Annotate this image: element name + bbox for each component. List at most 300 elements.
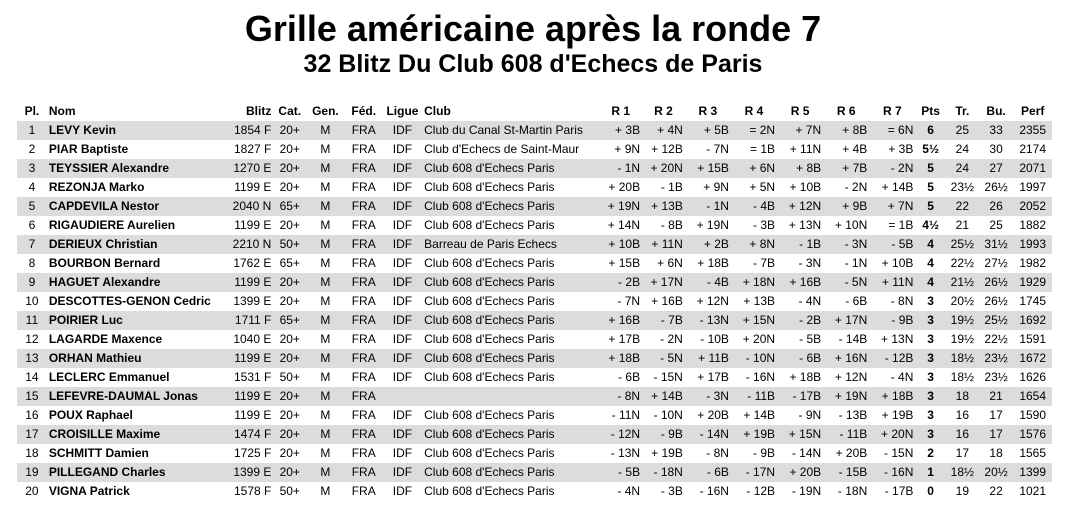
- col-blitz: 1199 E: [234, 408, 272, 422]
- col-blitz: 1578 F: [234, 484, 272, 498]
- col-federation: FRA: [345, 387, 383, 406]
- col-blitz: 1199 E: [216, 349, 273, 368]
- col-points: 5: [915, 159, 945, 178]
- col-category: 20+: [279, 332, 300, 346]
- header-league: Ligue: [386, 104, 419, 118]
- col-federation: FRA: [345, 159, 383, 178]
- col-round-6: - 2N: [844, 180, 868, 194]
- col-tiebreak-tr: 16: [946, 425, 979, 444]
- col-round-3: - 3N: [685, 387, 731, 406]
- col-round-7: = 1B: [888, 218, 914, 232]
- header-club: Club: [424, 104, 451, 118]
- col-tiebreak-bu: 23½: [984, 370, 1008, 384]
- col-tiebreak-bu: 25½: [979, 311, 1014, 330]
- col-round-6: + 17N: [823, 311, 869, 330]
- col-round-7: + 11N: [869, 273, 915, 292]
- col-round-7: + 19B: [881, 408, 914, 422]
- col-gender: M: [306, 349, 344, 368]
- col-performance: 1929: [1013, 273, 1052, 292]
- col-tiebreak-bu: 21: [979, 387, 1014, 406]
- col-round-1: + 19N: [599, 197, 642, 216]
- col-league: IDF: [392, 256, 413, 270]
- header-performance: Perf: [1021, 104, 1045, 118]
- col-round-6: + 20B: [835, 446, 868, 460]
- col-name: LECLERC Emmanuel: [48, 370, 170, 384]
- col-round-7: - 12B: [869, 349, 915, 368]
- col-round-7: - 5B: [869, 235, 915, 254]
- col-club: Club 608 d'Echecs Paris: [424, 446, 555, 460]
- col-round-4: - 17N: [731, 463, 777, 482]
- col-round-4: - 12B: [746, 484, 776, 498]
- standings-table: [17, 101, 1052, 501]
- col-blitz: 1725 F: [234, 446, 272, 460]
- col-blitz: 1762 E: [233, 256, 272, 270]
- col-round-5: - 6B: [777, 349, 823, 368]
- col-tiebreak-tr: 25: [946, 121, 979, 140]
- col-gender: M: [306, 425, 344, 444]
- col-round-2: - 2N: [660, 332, 683, 346]
- col-round-2: + 20N: [642, 159, 685, 178]
- col-round-5: + 18B: [789, 370, 822, 384]
- col-round-1: - 1N: [599, 159, 642, 178]
- col-club: Club 608 d'Echecs Paris: [424, 294, 555, 308]
- col-round-3: + 18B: [697, 256, 729, 270]
- col-blitz: 1711 F: [216, 311, 273, 330]
- col-league: [383, 387, 422, 406]
- col-gender: M: [306, 197, 344, 216]
- col-round-6: + 7B: [823, 159, 869, 178]
- col-round-2: + 16B: [651, 294, 683, 308]
- col-category: 50+: [279, 484, 300, 498]
- col-round-5: - 19N: [791, 484, 822, 498]
- col-round-7: + 14B: [881, 180, 914, 194]
- col-category: 20+: [279, 180, 300, 194]
- col-category: 20+: [279, 142, 300, 156]
- col-blitz: 1399 E: [233, 294, 272, 308]
- col-round-7: - 15N: [884, 446, 914, 460]
- col-name: PIAR Baptiste: [48, 142, 129, 156]
- col-points: 5: [915, 197, 945, 216]
- page-title: Grille américaine après la ronde 7: [244, 8, 822, 49]
- table-row: [17, 311, 1052, 330]
- col-gender: M: [320, 332, 331, 346]
- col-league: IDF: [392, 180, 413, 194]
- col-round-1: - 6B: [618, 370, 641, 384]
- col-category: 20+: [273, 273, 306, 292]
- col-name: HAGUET Alexandre: [47, 273, 216, 292]
- col-round-4: + 18N: [731, 273, 777, 292]
- header-federation: Féd.: [351, 104, 377, 118]
- col-federation: FRA: [351, 332, 376, 346]
- col-points: 3: [915, 387, 945, 406]
- col-round-3: - 6B: [685, 463, 731, 482]
- col-tiebreak-bu: 22: [989, 484, 1003, 498]
- col-round-1: - 11N: [611, 408, 641, 422]
- col-tiebreak-bu: 20½: [979, 463, 1014, 482]
- col-federation: FRA: [351, 446, 376, 460]
- col-category: 20+: [273, 159, 306, 178]
- table-row: [17, 349, 1052, 368]
- col-round-4: + 19B: [731, 425, 777, 444]
- col-place: 17: [17, 425, 47, 444]
- col-round-5: - 4N: [798, 294, 822, 308]
- col-place: 16: [25, 408, 39, 422]
- col-blitz: 1199 E: [216, 273, 273, 292]
- col-round-2: + 11N: [642, 235, 685, 254]
- col-round-5: + 16B: [777, 273, 823, 292]
- col-blitz: 1474 F: [216, 425, 273, 444]
- col-tiebreak-tr: 22½: [950, 256, 974, 270]
- table-row: [17, 292, 1052, 311]
- col-league: IDF: [383, 463, 422, 482]
- col-tiebreak-bu: 26½: [984, 294, 1008, 308]
- col-round-1: - 8N: [599, 387, 642, 406]
- col-federation: FRA: [351, 142, 376, 156]
- col-round-1: + 20B: [608, 180, 641, 194]
- col-place: 9: [17, 273, 47, 292]
- page-subtitle: 32 Blitz Du Club 608 d'Echecs de Paris: [303, 50, 763, 78]
- col-federation: FRA: [351, 484, 376, 498]
- col-tiebreak-bu: 27: [979, 159, 1014, 178]
- col-round-3: - 13N: [685, 311, 731, 330]
- col-round-1: + 9N: [614, 142, 641, 156]
- col-gender: M: [306, 159, 344, 178]
- col-round-4: + 6N: [731, 159, 777, 178]
- col-round-3: - 8N: [706, 446, 729, 460]
- col-round-6: - 3N: [823, 235, 869, 254]
- col-round-4: - 16N: [745, 370, 776, 384]
- header-tiebreak-tr: Tr.: [955, 104, 970, 118]
- col-round-4: + 15N: [731, 311, 777, 330]
- col-performance: 1021: [1019, 484, 1047, 498]
- col-performance: 1997: [1019, 180, 1047, 194]
- col-round-2: - 10N: [653, 408, 683, 422]
- col-tiebreak-bu: 25: [989, 218, 1003, 232]
- col-category: 20+: [273, 349, 306, 368]
- col-place: 8: [28, 256, 36, 270]
- col-performance: 1565: [1019, 446, 1047, 460]
- col-points: 4: [915, 273, 945, 292]
- col-gender: M: [306, 273, 344, 292]
- col-round-1: - 4N: [617, 484, 641, 498]
- col-round-5: + 20B: [777, 463, 823, 482]
- col-category: 20+: [273, 121, 306, 140]
- col-round-1: - 7N: [617, 294, 641, 308]
- col-blitz: 1399 E: [216, 463, 273, 482]
- col-round-1: + 17B: [608, 332, 641, 346]
- col-blitz: 2040 N: [216, 197, 273, 216]
- col-federation: FRA: [351, 180, 376, 194]
- col-round-4: - 4B: [731, 197, 777, 216]
- col-round-2: - 9B: [642, 425, 685, 444]
- header-round-2: R 2: [654, 104, 673, 118]
- col-performance: 1626: [1019, 370, 1047, 384]
- col-club: Club 608 d'Echecs Paris: [422, 349, 599, 368]
- col-blitz: 1827 F: [234, 142, 272, 156]
- col-club: Club 608 d'Echecs Paris: [422, 273, 599, 292]
- col-round-2: - 8B: [660, 218, 683, 232]
- col-round-5: + 10B: [789, 180, 822, 194]
- col-round-5: + 15N: [777, 425, 823, 444]
- col-club: Club 608 d'Echecs Paris: [424, 180, 555, 194]
- col-tiebreak-tr: 19½: [950, 332, 974, 346]
- col-points: 1: [915, 463, 945, 482]
- col-performance: 1882: [1019, 218, 1047, 232]
- col-name: BOURBON Bernard: [48, 256, 161, 270]
- col-category: 20+: [279, 218, 300, 232]
- col-tiebreak-tr: 21½: [946, 273, 979, 292]
- col-name: LEFEVRE-DAUMAL Jonas: [47, 387, 216, 406]
- col-league: IDF: [392, 218, 413, 232]
- header-category: Cat.: [278, 104, 302, 118]
- col-league: IDF: [383, 197, 422, 216]
- col-round-1: - 2B: [599, 273, 642, 292]
- col-blitz: 1199 E: [216, 387, 273, 406]
- header-round-4: R 4: [744, 104, 764, 118]
- col-gender: M: [306, 235, 344, 254]
- col-place: 13: [17, 349, 47, 368]
- col-round-6: - 13B: [838, 408, 868, 422]
- col-round-1: - 5B: [599, 463, 642, 482]
- col-performance: 1590: [1019, 408, 1047, 422]
- col-round-3: - 1N: [685, 197, 731, 216]
- col-round-6: + 10N: [834, 218, 868, 232]
- header-round-7: R 7: [882, 104, 902, 118]
- col-name: TEYSSIER Alexandre: [47, 159, 216, 178]
- col-category: 50+: [273, 235, 306, 254]
- table-row: [17, 425, 1052, 444]
- col-gender: M: [320, 180, 331, 194]
- col-points: 5½: [922, 142, 939, 156]
- col-tiebreak-tr: 19: [955, 484, 969, 498]
- col-tiebreak-tr: 21: [955, 218, 969, 232]
- col-tiebreak-bu: 23½: [979, 349, 1014, 368]
- col-category: 50+: [279, 370, 300, 384]
- col-round-2: - 15N: [653, 370, 683, 384]
- col-round-1: + 16B: [599, 311, 642, 330]
- col-tiebreak-tr: 18½: [946, 463, 979, 482]
- col-league: IDF: [392, 332, 413, 346]
- col-performance: 2174: [1019, 142, 1047, 156]
- col-round-1: + 14N: [607, 218, 641, 232]
- col-round-6: + 4B: [842, 142, 868, 156]
- col-category: 20+: [279, 446, 300, 460]
- col-tiebreak-tr: 22: [946, 197, 979, 216]
- col-round-7: - 17B: [884, 484, 914, 498]
- col-league: IDF: [392, 370, 413, 384]
- col-name: DERIEUX Christian: [47, 235, 216, 254]
- col-club: Club 608 d'Echecs Paris: [424, 370, 555, 384]
- col-club: Club 608 d'Echecs Paris: [424, 332, 555, 346]
- col-league: IDF: [383, 273, 422, 292]
- col-points: 4½: [922, 218, 939, 232]
- table-row: [17, 368, 1052, 387]
- col-name: LEVY Kevin: [47, 121, 216, 140]
- col-round-4: + 8N: [731, 235, 777, 254]
- col-gender: M: [320, 408, 331, 422]
- col-round-1: - 12N: [599, 425, 642, 444]
- table-row: [17, 444, 1052, 463]
- col-tiebreak-tr: 16: [955, 408, 969, 422]
- col-performance: 2355: [1013, 121, 1052, 140]
- header-round-3: R 3: [698, 104, 718, 118]
- col-round-3: + 5B: [685, 121, 731, 140]
- col-category: 20+: [279, 294, 300, 308]
- col-round-7: + 10B: [881, 256, 914, 270]
- col-federation: FRA: [351, 408, 376, 422]
- col-name: RIGAUDIERE Aurelien: [48, 218, 176, 232]
- col-club: Club 608 d'Echecs Paris: [424, 256, 555, 270]
- col-round-4: + 13B: [743, 294, 776, 308]
- col-club: Club 608 d'Echecs Paris: [422, 425, 599, 444]
- col-league: IDF: [383, 121, 422, 140]
- col-round-5: - 1B: [777, 235, 823, 254]
- col-category: 65+: [279, 256, 300, 270]
- col-points: 4: [927, 256, 934, 270]
- col-round-5: + 7N: [777, 121, 823, 140]
- col-club: Club 608 d'Echecs Paris: [422, 159, 599, 178]
- col-round-7: - 8N: [890, 294, 914, 308]
- col-round-4: - 3B: [753, 218, 776, 232]
- col-category: 20+: [273, 387, 306, 406]
- col-place: 18: [25, 446, 39, 460]
- col-tiebreak-tr: 18½: [950, 370, 974, 384]
- col-round-3: + 11B: [685, 349, 731, 368]
- col-round-7: - 4N: [890, 370, 914, 384]
- table-header-row: [17, 101, 1052, 121]
- col-club: Club 608 d'Echecs Paris: [424, 218, 555, 232]
- col-gender: M: [320, 370, 331, 384]
- col-round-1: + 3B: [599, 121, 642, 140]
- col-gender: M: [306, 311, 344, 330]
- col-round-2: - 5N: [642, 349, 685, 368]
- table-row: [17, 387, 1052, 406]
- col-performance: 1672: [1013, 349, 1052, 368]
- col-round-6: + 12N: [834, 370, 868, 384]
- col-tiebreak-bu: 17: [989, 408, 1003, 422]
- col-tiebreak-bu: 33: [979, 121, 1014, 140]
- col-category: 20+: [279, 408, 300, 422]
- col-round-7: + 20N: [869, 425, 915, 444]
- col-performance: 1692: [1013, 311, 1052, 330]
- col-place: 10: [25, 294, 39, 308]
- col-federation: FRA: [351, 294, 376, 308]
- col-blitz: 2210 N: [216, 235, 273, 254]
- col-performance: 2052: [1013, 197, 1052, 216]
- col-round-3: - 14N: [685, 425, 731, 444]
- col-round-1: - 13N: [610, 446, 641, 460]
- col-gender: M: [320, 218, 331, 232]
- col-tiebreak-tr: 17: [955, 446, 969, 460]
- col-place: 2: [28, 142, 36, 156]
- table-row: [17, 463, 1052, 482]
- col-club: Club 608 d'Echecs Paris: [422, 311, 599, 330]
- col-round-3: + 20B: [697, 408, 729, 422]
- col-category: 65+: [273, 197, 306, 216]
- col-round-2: - 1B: [660, 180, 683, 194]
- col-place: 11: [17, 311, 47, 330]
- col-tiebreak-tr: 20½: [950, 294, 974, 308]
- col-round-7: + 3B: [888, 142, 914, 156]
- col-round-2: + 19B: [651, 446, 683, 460]
- col-round-3: - 4B: [685, 273, 731, 292]
- col-points: 2: [927, 446, 934, 460]
- col-federation: FRA: [345, 463, 383, 482]
- col-performance: 1654: [1013, 387, 1052, 406]
- col-round-6: + 9B: [823, 197, 869, 216]
- col-club: Club 608 d'Echecs Paris: [424, 484, 555, 498]
- col-league: IDF: [383, 235, 422, 254]
- col-round-4: = 1B: [750, 142, 776, 156]
- col-performance: 1576: [1013, 425, 1052, 444]
- col-club: Club 608 d'Echecs Paris: [422, 197, 599, 216]
- header-round-1: R 1: [611, 104, 631, 118]
- col-round-1: + 15B: [608, 256, 641, 270]
- col-round-2: + 6N: [657, 256, 683, 270]
- col-gender: M: [320, 446, 331, 460]
- col-name: CROISILLE Maxime: [47, 425, 216, 444]
- col-points: 3: [927, 408, 934, 422]
- col-round-7: + 7N: [869, 197, 915, 216]
- col-tiebreak-bu: 26½: [984, 180, 1008, 194]
- col-federation: FRA: [345, 425, 383, 444]
- col-gender: M: [320, 256, 331, 270]
- col-round-5: - 17B: [777, 387, 823, 406]
- col-points: 3: [927, 370, 934, 384]
- col-league: IDF: [392, 446, 413, 460]
- col-league: IDF: [392, 408, 413, 422]
- col-place: 15: [17, 387, 47, 406]
- col-round-7: - 9B: [869, 311, 915, 330]
- col-round-6: + 16N: [823, 349, 869, 368]
- col-performance: 1399: [1013, 463, 1052, 482]
- col-points: 3: [915, 425, 945, 444]
- col-performance: 1993: [1013, 235, 1052, 254]
- col-round-3: - 7N: [706, 142, 729, 156]
- col-round-7: = 6N: [869, 121, 915, 140]
- col-tiebreak-bu: 17: [979, 425, 1014, 444]
- header-gender: Gen.: [312, 104, 339, 118]
- col-name: VIGNA Patrick: [48, 484, 130, 498]
- header-tiebreak-bu: Bu.: [986, 104, 1006, 118]
- col-category: 65+: [273, 311, 306, 330]
- col-performance: 1982: [1019, 256, 1047, 270]
- col-gender: M: [306, 121, 344, 140]
- table-row: [17, 140, 1052, 159]
- col-federation: FRA: [351, 370, 376, 384]
- col-tiebreak-tr: 23½: [950, 180, 974, 194]
- col-round-2: + 14B: [642, 387, 685, 406]
- col-round-5: + 8B: [777, 159, 823, 178]
- col-points: 5: [927, 180, 934, 194]
- col-round-6: - 6B: [845, 294, 868, 308]
- col-league: IDF: [392, 294, 413, 308]
- col-performance: 1745: [1019, 294, 1047, 308]
- col-round-3: - 16N: [699, 484, 729, 498]
- col-round-2: - 18N: [642, 463, 685, 482]
- col-tiebreak-bu: 30: [989, 142, 1003, 156]
- col-tiebreak-tr: 18½: [946, 349, 979, 368]
- col-place: 20: [25, 484, 39, 498]
- col-league: IDF: [392, 142, 413, 156]
- col-round-2: + 17N: [642, 273, 685, 292]
- col-round-4: - 10N: [731, 349, 777, 368]
- col-club: Club 608 d'Echecs Paris: [424, 408, 555, 422]
- col-name: POIRIER Luc: [47, 311, 216, 330]
- table-row: [17, 406, 1052, 425]
- col-tiebreak-bu: 18: [989, 446, 1003, 460]
- col-round-4: - 9B: [753, 446, 776, 460]
